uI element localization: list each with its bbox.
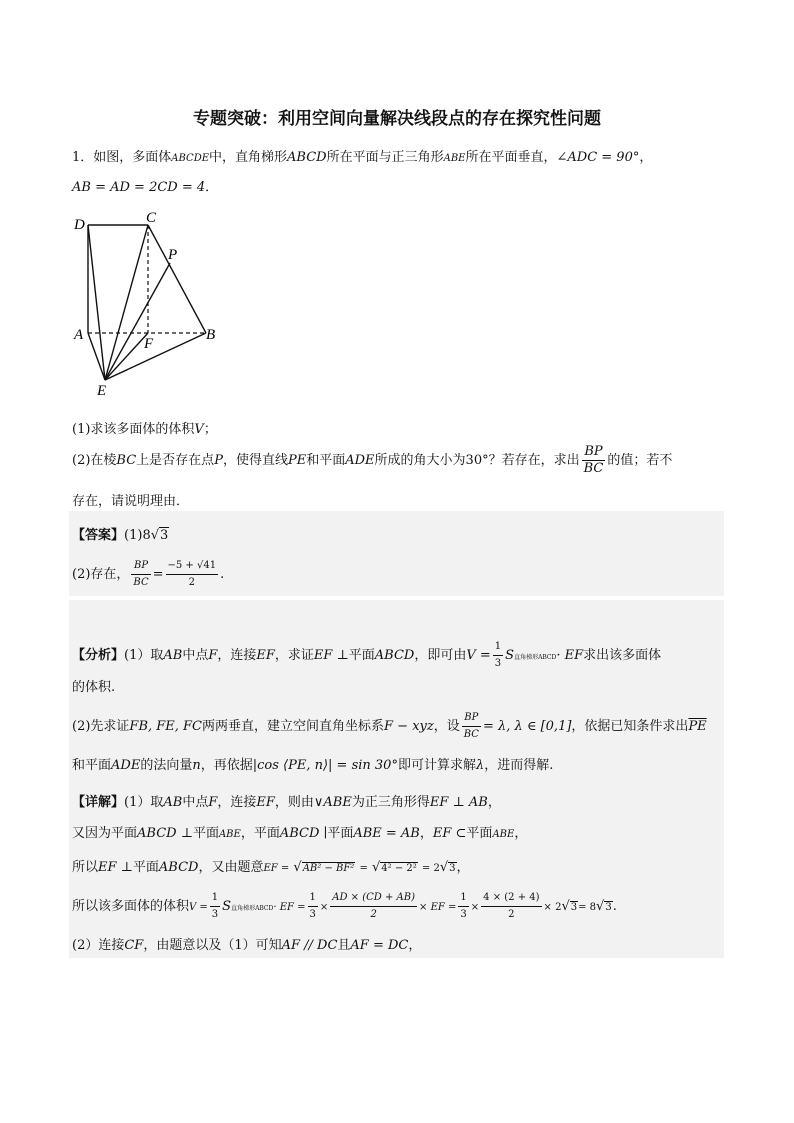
- math: F: [208, 795, 218, 810]
- edge-be: [105, 333, 206, 380]
- text: 中，直角梯形: [209, 150, 288, 165]
- denominator: 3: [309, 909, 316, 920]
- text: 平面: [327, 826, 354, 841]
- math: × EF =: [419, 902, 457, 913]
- analysis-label: 【分析】: [72, 648, 125, 663]
- fraction: [330, 890, 417, 923]
- text: 所以该多面体的体积: [72, 899, 190, 914]
- text: 1．如图，多面体: [72, 150, 172, 165]
- math: V: [194, 422, 204, 437]
- denominator: 2: [188, 577, 195, 588]
- math: 3: [570, 902, 578, 913]
- question-2-line-1: [72, 444, 672, 477]
- text: 的值；若不: [607, 453, 673, 468]
- detail-line-4: 所以该多面体的体积V = $\frac{1}{3}$ S直角梯形ABCD· EF = $\frac{1}{3}$ × $\frac{AD \times (CD + AB)}{2}$ × EF = $\frac{1}{3}$ × $\frac{4 \times (2 + 4)}{2}$ × 2√3= 8√3.: [72, 890, 617, 923]
- text: ，: [487, 795, 501, 810]
- math: EF ⊂: [432, 826, 467, 841]
- math: S: [222, 899, 232, 914]
- numerator: −5 + √41: [166, 558, 219, 575]
- math: ABCD: [374, 648, 415, 663]
- math: = 2: [421, 863, 440, 874]
- text: (2)先求证: [72, 719, 130, 734]
- answer-line-1: 【答案】(1)8√3: [72, 528, 169, 543]
- numerator: 1: [458, 890, 468, 907]
- text: 所以: [72, 860, 99, 875]
- math: · EF: [556, 648, 584, 663]
- label-e: E: [97, 383, 107, 399]
- problem-line-1: [72, 146, 652, 165]
- label-f: F: [144, 336, 154, 352]
- math: × 2: [543, 902, 562, 913]
- vector-n: n: [192, 758, 201, 773]
- text: 平面: [466, 826, 493, 841]
- math: |cos ⟨PE, n⟩| = sin 30°: [252, 758, 398, 773]
- math: ×: [319, 902, 329, 913]
- numerator: 1: [493, 639, 503, 656]
- text: .: [220, 567, 225, 582]
- text: ，平面: [240, 826, 280, 841]
- math: ABCD ∣: [279, 826, 328, 841]
- text: ，: [408, 938, 422, 953]
- detail-line-1: [72, 791, 501, 810]
- geometry-figure: [70, 205, 230, 400]
- numerator: BP: [131, 558, 150, 575]
- label-p: P: [168, 247, 178, 263]
- text: 所在平面与正三角形: [326, 150, 444, 165]
- math: AF = DC: [350, 938, 409, 953]
- fraction: [308, 890, 318, 923]
- text: ，: [639, 150, 653, 165]
- denominator: BC: [583, 461, 604, 476]
- text: 中点: [182, 648, 209, 663]
- denominator: 3: [494, 658, 502, 669]
- label-b: B: [206, 327, 216, 343]
- denominator: 2: [508, 909, 515, 920]
- solution-divider: [69, 596, 724, 600]
- text: ，求证: [274, 648, 314, 663]
- fraction: [210, 890, 220, 923]
- math: EF =: [263, 863, 290, 874]
- detail-label: 【详解】: [72, 795, 125, 810]
- numerator: BP: [462, 710, 481, 727]
- math: AF // DC: [281, 938, 338, 953]
- text: 为正三角形得: [351, 795, 430, 810]
- text: 的法向量: [140, 758, 193, 773]
- math: EF ⊥: [98, 860, 133, 875]
- math: EF ⊥ AB: [429, 795, 488, 810]
- text: ，使得直线: [222, 453, 288, 468]
- math: F − xyz: [384, 719, 434, 734]
- question-2-line-2: 存在，请说明理由．: [72, 494, 190, 509]
- math: 3: [449, 863, 456, 874]
- denominator: BC: [463, 729, 479, 740]
- math: 3: [160, 528, 169, 543]
- math: 8: [142, 528, 151, 543]
- text: 上是否存在点: [136, 453, 215, 468]
- math: FB, FE, FC: [129, 719, 203, 734]
- text: (2）连接: [72, 938, 125, 953]
- fraction: [582, 444, 606, 477]
- question-1: [72, 418, 217, 437]
- text: ，: [419, 826, 433, 841]
- text: ，由题意以及（1）可知: [143, 938, 282, 953]
- analysis-line-1: [72, 639, 661, 672]
- text: ，则由: [274, 795, 314, 810]
- numerator: AD × (CD + AB): [330, 890, 417, 907]
- math: S: [505, 648, 515, 663]
- text: ．: [205, 180, 219, 195]
- text: 且: [337, 938, 351, 953]
- edge-cb: [148, 225, 206, 333]
- math: EF: [256, 648, 275, 663]
- numerator: BP: [582, 444, 606, 461]
- text: (1）取: [124, 795, 164, 810]
- math: AB: [163, 648, 183, 663]
- text: 所成的角大小为: [374, 453, 466, 468]
- label-d: D: [74, 217, 85, 233]
- subscript: 直角梯形ABCD: [514, 654, 557, 661]
- text: 所在平面垂直，: [465, 150, 557, 165]
- detail-line-5: [72, 934, 421, 953]
- math: ADE: [111, 758, 141, 773]
- math: ABE = AB: [353, 826, 420, 841]
- edge-pe: [105, 263, 170, 380]
- math: ABCD ⊥: [137, 826, 193, 841]
- math: =: [359, 863, 368, 874]
- math: V =: [466, 648, 491, 663]
- math: ABCD: [287, 150, 327, 165]
- text: (1)求该多面体的体积: [72, 422, 195, 437]
- detail-line-3: 所以EF ⊥平面ABCD，又由题意EF = √AB² − BF² = √4² − 2² = 2√3，: [72, 860, 470, 875]
- text: ，即可由: [414, 648, 467, 663]
- text: ，: [456, 860, 470, 875]
- math: ABE: [218, 829, 241, 840]
- math: 4² − 2²: [381, 863, 417, 874]
- math: EF: [256, 795, 275, 810]
- text: (2)在棱: [72, 453, 117, 468]
- text: 即可计算求解: [397, 758, 476, 773]
- text: ，又由题意: [198, 860, 264, 875]
- analysis-line-3: [72, 710, 707, 743]
- math: ABE: [443, 153, 466, 164]
- vector-pe: $\overline{PE}$: [688, 719, 707, 734]
- text: ，连接: [217, 795, 257, 810]
- subscript: 直角梯形ABCD: [231, 905, 274, 912]
- text: 和平面: [72, 758, 112, 773]
- text: ，依据已知条件求出: [571, 719, 689, 734]
- math: V =: [189, 902, 208, 913]
- page-title: 专题突破：利用空间向量解决线段点的存在探究性问题: [193, 109, 601, 129]
- math: = λ, λ ∈ [0,1]: [482, 719, 572, 734]
- denominator: 3: [211, 909, 219, 920]
- fraction: [166, 558, 219, 591]
- text: ，设: [433, 719, 460, 734]
- text: 中点: [182, 795, 209, 810]
- math: AB² − BF²: [302, 863, 355, 874]
- text: (1): [124, 528, 143, 543]
- fraction: [462, 710, 481, 743]
- math: AB: [163, 795, 183, 810]
- text: ，: [514, 826, 528, 841]
- math: 3: [605, 902, 612, 913]
- answer-label: 【答案】: [72, 528, 125, 543]
- numerator: 4 × (2 + 4): [481, 890, 541, 907]
- math: ∨ABE: [313, 795, 352, 810]
- numerator: 1: [308, 890, 318, 907]
- math: · EF =: [273, 902, 306, 913]
- math: ADE: [345, 453, 375, 468]
- text: ？若存在，求出: [488, 453, 580, 468]
- problem-line-2: [72, 176, 218, 195]
- answer-line-2: [72, 558, 224, 591]
- text: 平面: [132, 860, 159, 875]
- text: 和平面: [306, 453, 346, 468]
- label-c: C: [146, 210, 157, 226]
- math: AB = AD = 2CD = 4: [72, 180, 206, 195]
- math: ABCDE: [171, 153, 210, 164]
- math: PE: [287, 453, 307, 468]
- fraction: [481, 890, 541, 923]
- text: ，再依据: [200, 758, 253, 773]
- math: ABCD: [158, 860, 199, 875]
- math: ∠ADC = 90°: [556, 150, 640, 165]
- math: = 8: [578, 902, 597, 913]
- text: 平面: [192, 826, 219, 841]
- math: λ: [475, 758, 485, 773]
- math: BC: [116, 453, 137, 468]
- math: EF ⊥: [313, 648, 349, 663]
- numerator: 1: [210, 890, 220, 907]
- text: ；: [203, 422, 217, 437]
- text: (2)存在，: [72, 567, 130, 582]
- text: ，进而得解.: [484, 758, 554, 773]
- analysis-line-2: 的体积.: [72, 680, 116, 695]
- math: CF: [124, 938, 144, 953]
- fraction: [131, 558, 150, 591]
- math: F: [208, 648, 218, 663]
- math: ABE: [492, 829, 515, 840]
- denominator: BC: [133, 577, 149, 588]
- analysis-line-4: [72, 754, 553, 773]
- denominator: 2: [370, 909, 377, 920]
- text: 两两垂直，建立空间直角坐标系: [202, 719, 385, 734]
- fraction: [458, 890, 468, 923]
- text: .: [612, 899, 617, 914]
- fraction: [493, 639, 503, 672]
- label-a: A: [74, 327, 84, 343]
- denominator: 3: [460, 909, 467, 920]
- math: 30°: [465, 453, 489, 468]
- text: 求出该多面体: [583, 648, 662, 663]
- text: 平面: [348, 648, 375, 663]
- text: 又因为平面: [72, 826, 138, 841]
- math: ×: [470, 902, 480, 913]
- text: ，连接: [217, 648, 257, 663]
- math: P: [214, 453, 223, 468]
- math: =: [152, 567, 164, 582]
- detail-line-2: [72, 822, 527, 841]
- text: (1）取: [124, 648, 164, 663]
